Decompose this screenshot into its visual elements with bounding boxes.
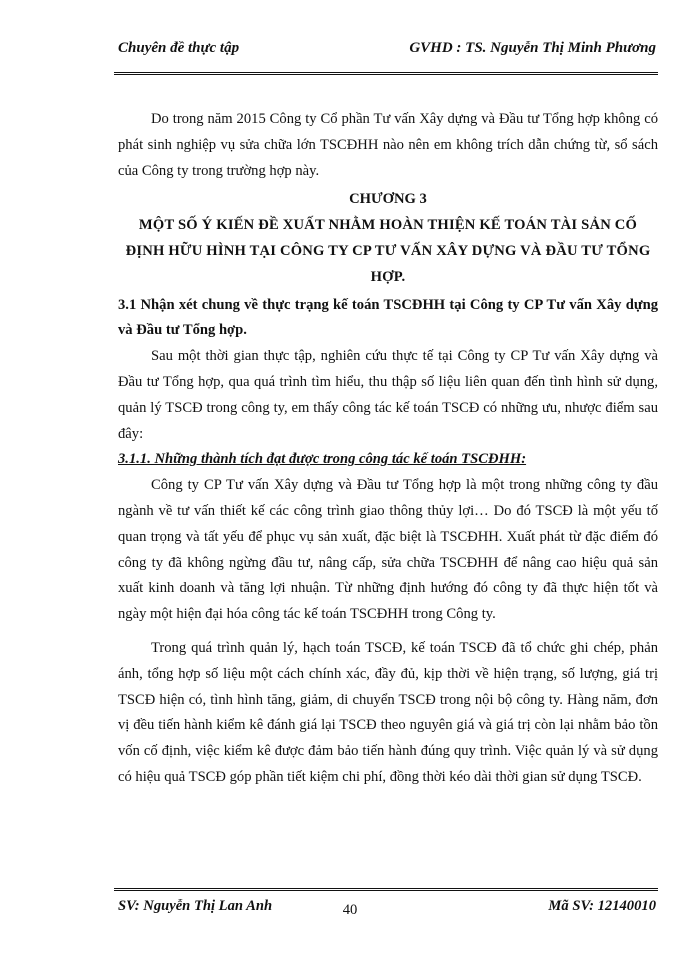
footer-student-id: Mã SV: 12140010 xyxy=(548,898,656,914)
paragraph-3: Trong quá trình quản lý, hạch toán TSCĐ, kế toán TSCĐ đã tổ chức ghi chép, phản ánh, tổng hợp số liệu một cách chính xác, đầy đủ, kịp thời về hiện trạng, số lượng, giá trị TSCĐ hiện có, tình hình tăng, giảm, di chuyển TSCĐ trong nội bộ công ty. Hàng năm, đơn vị đều tiến hành kiểm kê đánh giá lại TSCĐ theo nguyên giá và giá trị còn lại nhằm bảo tồn vốn cố định, việc kiểm kê được đảm bảo tiến hành đúng quy trình. Việc quản lý và sử dụng có hiệu quả TSCĐ góp phần tiết kiệm chi phí, đồng thời kéo dài thời gian sử dụng TSCĐ. xyxy=(118,639,658,785)
header-rule xyxy=(114,72,658,75)
subsection-heading-text: 3.1.1. Những thành tích đạt được trong công tác kế toán TSCĐHH: xyxy=(118,451,527,468)
footer-rule xyxy=(114,888,658,891)
header-right: GVHD : TS. Nguyễn Thị Minh Phương xyxy=(409,40,656,56)
chapter-heading: CHƯƠNG 3 xyxy=(349,191,427,208)
paragraph-1: Sau một thời gian thực tập, nghiên cứu thực tế tại Công ty CP Tư vấn Xây dựng và Đầu tư Tổng hợp, qua quá trình tìm hiểu, thu thập số liệu liên quan đến tình hình sử dụng, quản lý TSCĐ trong công ty, em thấy công tác kế toán TSCĐ có những ưu, nhược điểm sau đây: xyxy=(118,348,658,442)
footer-student-name: SV: Nguyễn Thị Lan Anh xyxy=(118,898,273,914)
paragraph-2: Công ty CP Tư vấn Xây dựng và Đầu tư Tổng hợp là một trong những công ty đầu ngành về tư vấn thiết kế các công trình giao thông thủy lợi… Do đó TSCĐ là một yếu tố quan trọng và tất yếu để phục vụ sản xuất, đặc biệt là TSCĐHH. Xuất phát từ đặc điểm đó công ty đã không ngừng đầu tư, nâng cấp, sửa chữa TSCĐHH để nâng cao hiệu quả sản xuất kinh doanh và tăng lợi nhuận. Từ những định hướng đó công ty đã thực hiện tốt và ngày một hiện đại hóa công tác kế toán TSCĐHH trong Công ty. xyxy=(118,477,658,623)
page-body xyxy=(118,107,658,791)
page-number: 40 xyxy=(342,902,358,918)
header-left: Chuyên đề thực tập xyxy=(118,40,240,56)
section-heading: 3.1 Nhận xét chung về thực trạng kế toán TSCĐHH tại Công ty CP Tư vấn Xây dựng và Đầu tư Tổng hợp. xyxy=(118,296,658,339)
chapter-title: MỘT SỐ Ý KIẾN ĐỀ XUẤT NHẰM HOÀN THIỆN KẾ TOÁN TÀI SẢN CỐ ĐỊNH HỮU HÌNH TẠI CÔNG TY CP TƯ VẤN XÂY DỰNG VÀ ĐẦU TƯ TỔNG HỢP. xyxy=(125,217,651,285)
intro-paragraph: Do trong năm 2015 Công ty Cổ phần Tư vấn Xây dựng và Đầu tư Tổng hợp không có phát sinh nghiệp vụ sửa chữa lớn TSCĐHH nào nên em không trích dẫn chứng từ, sổ sách của Công ty trong trường hợp này. xyxy=(118,111,658,179)
subsection-heading xyxy=(118,447,658,473)
